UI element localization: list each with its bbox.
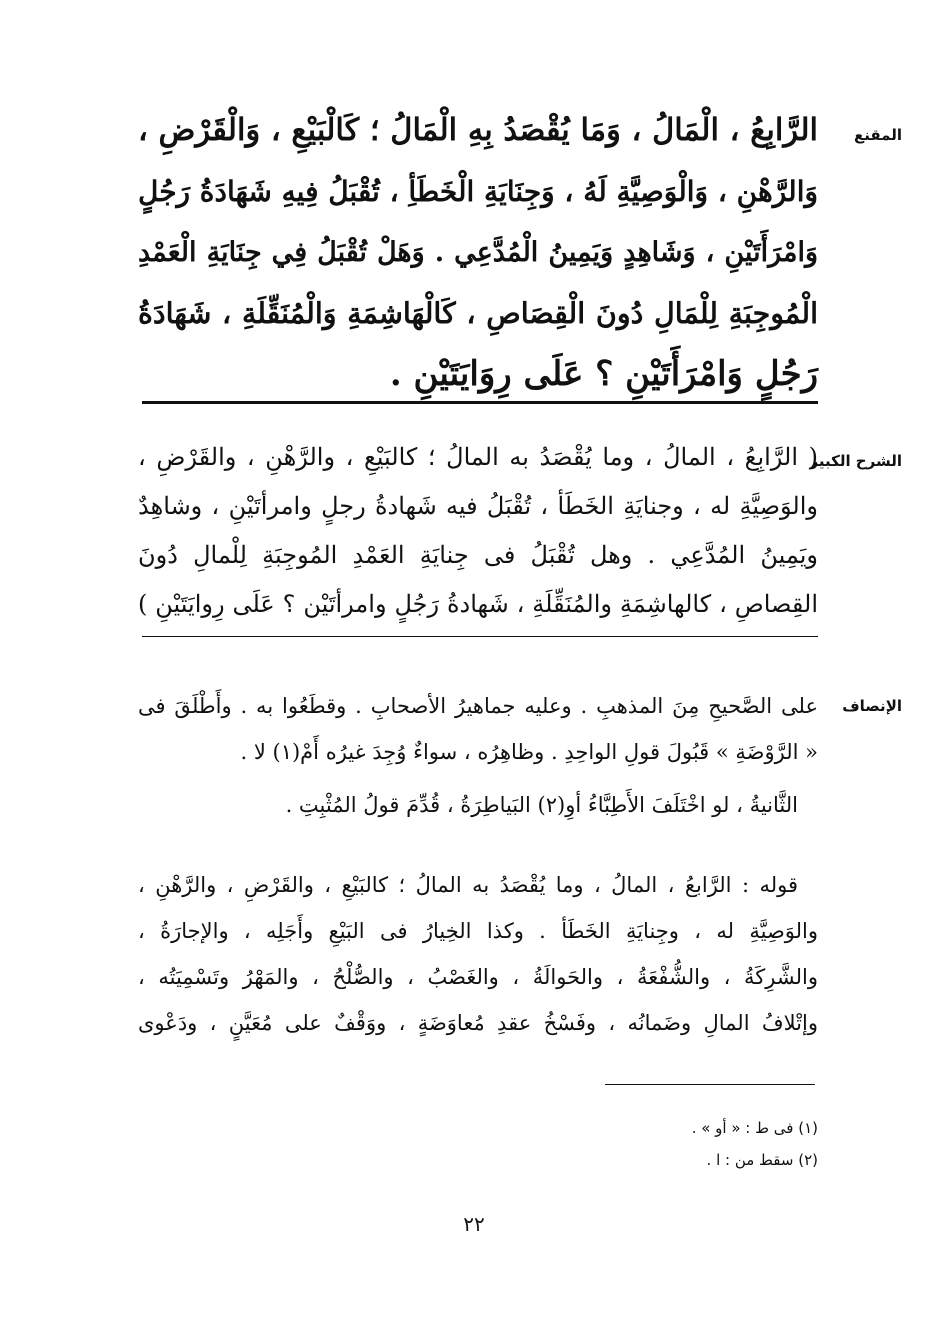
section-label-insaf: الإنصاف [842,697,902,715]
insaf-line: وإتْلافُ المالِ وضَمانُه ، وفَسْخُ عقدِ مُعاوَضَةٍ ، ووَقْفٌ على مُعَيَّنٍ ، ودَعْوى [138,1011,818,1035]
section-divider [142,636,818,637]
sharh-line: والوَصِيَّةِ له ، وجنايَةِ الخَطَأ ، تُقْبَلُ فيه شَهادةُ رجلٍ وامرأتَيْنِ ، وشاهِدٌ [138,492,818,520]
sharh-line: ( الرَّابِعُ ، المالُ ، وما يُقْصَدُ به المالُ ؛ كالبَيْعِ ، والرَّهْنِ ، والقَرْضِ ، [138,443,818,471]
footnote: (٢) سقط من : ا . [706,1151,818,1169]
muqni-line: وَالرَّهْنِ ، وَالْوَصِيَّةِ لَهُ ، وَجِنَايَةِ الْخَطَأِ ، تُقْبَلُ فِيهِ شَهَادَةُ رَجُلٍ [138,175,818,208]
section-label-muqni: المقنع [854,126,902,144]
muqni-text [138,100,818,405]
muqni-line: الْمُوجِبَةِ لِلْمَالِ دُونَ الْقِصَاصِ ، كَالْهَاشِمَةِ وَالْمُنَقِّلَةِ ، شَهَادَةُ [138,296,818,330]
insaf-line: « الرَّوْضَةِ » قَبُولَ قولِ الواحِدِ . وظاهِرُه ، سواءٌ وُجِدَ غيرُه أَمْ(١) لا . [240,740,818,764]
sharh-line: القِصاصِ ، كالهاشِمَةِ والمُنَقِّلَةِ ، شَهادةُ رَجُلٍ وامرأتَيْن ؟ عَلَى رِوايَتَيْنِ ) [138,590,818,618]
muqni-line: وَامْرَأَتَيْنِ ، وَشَاهِدٍ وَيَمِينُ الْمُدَّعِي . وَهَلْ تُقْبَلُ فِي جِنَايَةِ الْعَمْدِ [138,237,818,268]
insaf-line: قوله : الرَّابعُ ، المالُ ، وما يُقْصَدُ به المالُ ؛ كالبَيْعِ ، والقَرْضِ ، والرَّهْنِ ، [138,873,798,897]
section-divider [142,401,818,404]
insaf-text [138,862,818,1046]
footnote: (١) فى ط : « أو » . [691,1119,818,1137]
footnote-divider [605,1084,815,1085]
insaf-text [138,782,818,828]
insaf-line: والوَصِيَّةِ له ، وجِنايَةِ الخَطَأ . وكذا الخِيارُ فى البَيْعِ وأَجَلِه ، والإجارَةُ ، [138,919,818,943]
sharh-line: ويَمِينُ المُدَّعِي . وهل تُقْبَلُ فى جِنايَةِ العَمْدِ المُوجِبَةِ لِلْمالِ دُونَ [138,541,818,569]
insaf-line: الثَّانيةُ ، لو اخْتَلَفَ الأَطِبَّاءُ أوِ(٢) البَياطِرَةُ ، قُدِّمَ قولُ المُثْبِتِ . [285,793,798,817]
insaf-text [138,683,818,775]
page-number: ٢٢ [463,1212,485,1236]
section-label-sharh: الشرح الكبير [809,452,902,470]
insaf-line: على الصَّحيحِ مِنَ المذهبِ . وعليه جماهيرُ الأصحابِ . وقطَعُوا به . وأَطْلَقَ فى [138,694,818,718]
muqni-line: رَجُلٍ وَامْرَأَتَيْنِ ؟ عَلَى رِوَايَتَيْنِ . [389,354,818,394]
muqni-line: الرَّابِعُ ، الْمَالُ ، وَمَا يُقْصَدُ بِهِ الْمَالُ ؛ كَالْبَيْعِ ، وَالْقَرْضِ ، [138,112,818,148]
insaf-line: والشَّرِكَةُ ، والشُّفْعَةُ ، والحَوالَةُ ، والغَصْبُ ، والصُّلْحُ ، والمَهْرُ وتَسْمِيَتُه ، [138,965,818,989]
sharh-text [138,433,818,629]
